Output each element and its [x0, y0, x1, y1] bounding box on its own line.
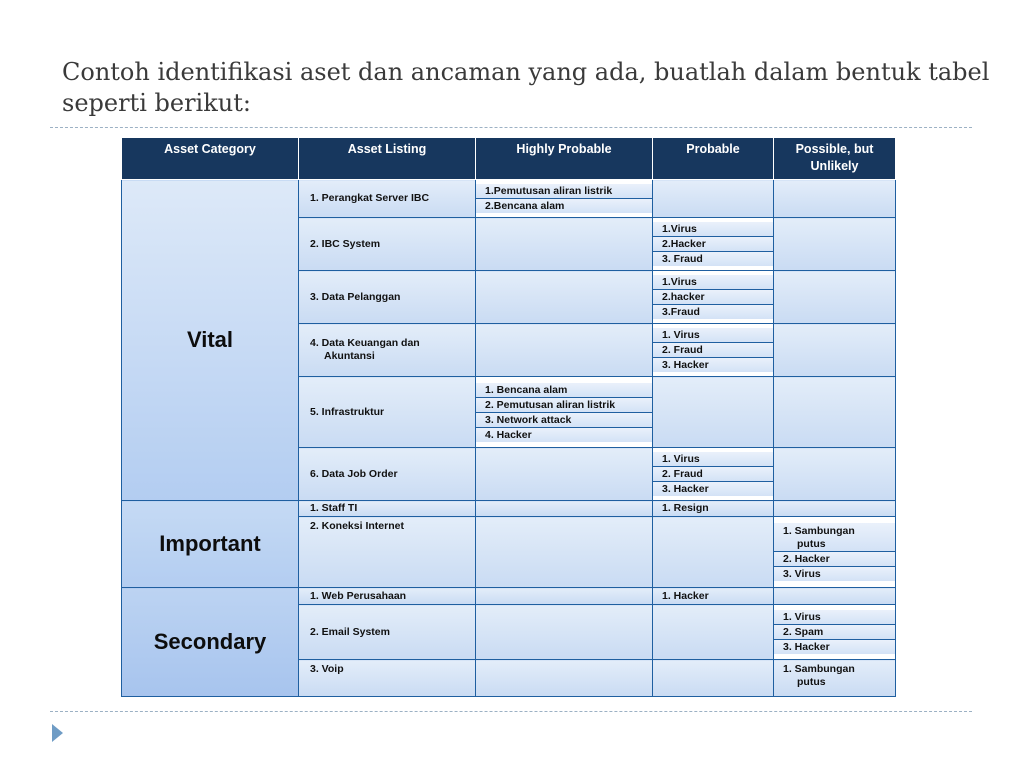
probable-cell — [653, 660, 774, 697]
asset-cell: 5. Infrastruktur — [299, 377, 476, 448]
threat-line: 1. Sambungan — [783, 663, 855, 675]
threat-item: 2.hacker — [653, 290, 773, 305]
probable-cell — [653, 271, 774, 324]
probable-cell — [653, 218, 774, 271]
possible-cell — [774, 180, 896, 218]
asset-cell: 3. Data Pelanggan — [299, 271, 476, 324]
highly-probable-cell — [476, 271, 653, 324]
highly-probable-cell — [476, 377, 653, 448]
threat-item: 2. Fraud — [653, 343, 773, 358]
category-important: Important — [122, 501, 299, 588]
threat-item: 2. Fraud — [653, 467, 773, 482]
asset-label: 3. Voip — [310, 663, 344, 675]
threat-item: 3. Hacker — [653, 358, 773, 372]
highly-probable-cell — [476, 605, 653, 660]
threat-item: 1. Bencana alam — [476, 383, 652, 398]
threat-item: 3. Network attack — [476, 413, 652, 428]
header-asset-category: Asset Category — [122, 138, 299, 180]
threat-item: 1. Virus — [653, 452, 773, 467]
threat-item — [774, 523, 895, 552]
highly-probable-cell — [476, 180, 653, 218]
threat-line: putus — [797, 538, 826, 550]
top-divider — [50, 127, 972, 128]
category-secondary: Secondary — [122, 588, 299, 697]
asset-cell: 1. Perangkat Server IBC — [299, 180, 476, 218]
possible-cell — [774, 605, 896, 660]
threat-item: 3. Hacker — [774, 640, 895, 654]
threat-item: 3.Fraud — [653, 305, 773, 319]
threat-item: 1.Pemutusan aliran listrik — [476, 184, 652, 199]
table-row — [122, 180, 896, 218]
header-possible-unlikely: Possible, but Unlikely — [774, 138, 896, 180]
threat-item: 2. Pemutusan aliran listrik — [476, 398, 652, 413]
threat-table — [121, 137, 895, 700]
bottom-divider — [50, 711, 972, 712]
threat-item: 1.Virus — [653, 275, 773, 290]
asset-cell: 6. Data Job Order — [299, 448, 476, 501]
possible-cell — [774, 324, 896, 377]
threat-item: 1.Virus — [653, 222, 773, 237]
highly-probable-cell — [476, 448, 653, 501]
possible-cell — [774, 501, 896, 517]
possible-cell — [774, 377, 896, 448]
asset-cell — [299, 660, 476, 697]
probable-cell — [653, 448, 774, 501]
threat-item: 1. Virus — [774, 610, 895, 625]
probable-cell: 1. Resign — [653, 501, 774, 517]
possible-cell — [774, 448, 896, 501]
threat-item: 2. Spam — [774, 625, 895, 640]
probable-cell — [653, 180, 774, 218]
play-triangle-icon — [52, 724, 63, 742]
possible-cell — [774, 271, 896, 324]
threat-item: 4. Hacker — [476, 428, 652, 442]
asset-cell: 1. Web Perusahaan — [299, 588, 476, 605]
probable-cell — [653, 377, 774, 448]
table-header-row — [122, 138, 896, 180]
highly-probable-cell — [476, 324, 653, 377]
category-vital: Vital — [122, 180, 299, 501]
asset-cell: 1. Staff TI — [299, 501, 476, 517]
highly-probable-cell — [476, 588, 653, 605]
threat-item: 2.Bencana alam — [476, 199, 652, 213]
threat-item: 1. Virus — [653, 328, 773, 343]
asset-line: 4. Data Keuangan dan — [310, 337, 420, 349]
threat-item: 2. Hacker — [774, 552, 895, 567]
table-row — [122, 501, 896, 517]
highly-probable-cell — [476, 501, 653, 517]
threat-item — [774, 660, 895, 689]
probable-cell: 1. Hacker — [653, 588, 774, 605]
asset-line: Akuntansi — [324, 350, 375, 362]
threat-line: putus — [797, 676, 826, 688]
probable-cell — [653, 605, 774, 660]
asset-cell — [299, 324, 476, 377]
possible-cell — [774, 517, 896, 588]
threat-item: 3. Fraud — [653, 252, 773, 266]
highly-probable-cell — [476, 218, 653, 271]
header-highly-probable: Highly Probable — [476, 138, 653, 180]
header-asset-listing: Asset Listing — [299, 138, 476, 180]
probable-cell — [653, 517, 774, 588]
probable-cell — [653, 324, 774, 377]
asset-label: 2. Koneksi Internet — [310, 520, 404, 532]
asset-cell: 2. Email System — [299, 605, 476, 660]
threat-item: 3. Hacker — [653, 482, 773, 496]
threat-item: 3. Virus — [774, 567, 895, 581]
possible-cell — [774, 660, 896, 697]
asset-cell: 2. IBC System — [299, 218, 476, 271]
possible-cell — [774, 218, 896, 271]
header-probable: Probable — [653, 138, 774, 180]
possible-cell — [774, 588, 896, 605]
highly-probable-cell — [476, 517, 653, 588]
highly-probable-cell — [476, 660, 653, 697]
slide-title: Contoh identifikasi aset dan ancaman yang ada, buatlah dalam bentuk tabel seperti berikut: — [62, 58, 990, 117]
asset-cell — [299, 517, 476, 588]
table-row — [122, 588, 896, 605]
threat-item: 2.Hacker — [653, 237, 773, 252]
threat-line: 1. Sambungan — [783, 525, 855, 537]
